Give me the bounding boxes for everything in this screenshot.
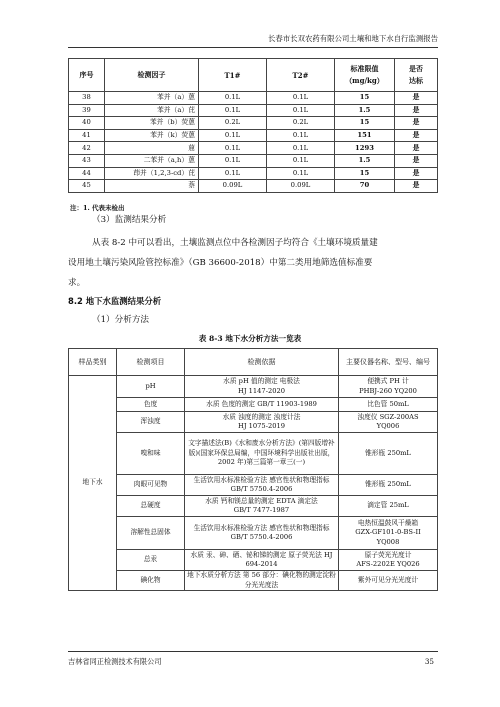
table-row [69, 180, 438, 193]
test-basis: 水质 色度的测定 GB/T 11903-1989 [185, 398, 339, 412]
table-row [69, 433, 438, 475]
groundwater-method-table [68, 348, 438, 591]
compliant-flag: 是 [395, 180, 438, 193]
table-row [69, 92, 438, 105]
instrument: 便携式 PH 计 PHBJ-260 YQ200 [339, 376, 438, 398]
compliant-flag: 是 [395, 142, 438, 155]
factor-name: 苯并（a）芘 [105, 104, 199, 117]
test-item: 嗅和味 [117, 433, 185, 475]
row-index: 44 [69, 167, 105, 180]
section82-sub: （1）分析方法 [92, 315, 150, 325]
table-row [69, 550, 438, 571]
compliant-flag: 是 [395, 104, 438, 117]
limit-value: 1.5 [335, 104, 395, 117]
page-header [68, 33, 438, 48]
table-row [69, 117, 438, 130]
test-basis: 水质 钙和镁总量的测定 EDTA 滴定法 GB/T 7477-1987 [185, 496, 339, 517]
factor-name: 䓛 [105, 142, 199, 155]
t1-header-limit: 标准限值 （mg/kg） [335, 59, 395, 92]
instrument: 锥形瓶 250mL [339, 433, 438, 475]
table-row [69, 142, 438, 155]
table-row [69, 412, 438, 433]
test-item: 总硬度 [117, 496, 185, 517]
factor-name: 苯并（b）荧蒽 [105, 117, 199, 130]
factor-name: 二苯并（a,h）蒽 [105, 154, 199, 167]
instrument: 滴定管 25mL [339, 496, 438, 517]
instrument: 比色管 50mL [339, 398, 438, 412]
t2-value: 0.1L [267, 92, 335, 105]
t1-value: 0.2L [199, 117, 267, 130]
limit-value: 1.5 [335, 154, 395, 167]
test-item: pH [117, 376, 185, 398]
compliant-flag: 是 [395, 167, 438, 180]
test-item: 总汞 [117, 550, 185, 571]
page-number: 35 [424, 657, 434, 666]
t1-header-factor: 检测因子 [105, 59, 199, 92]
footer-company: 吉林省同正检测技术有限公司 [68, 657, 162, 666]
table1-header-row [69, 59, 438, 92]
row-index: 43 [69, 154, 105, 167]
t1-header-t1: T1# [199, 59, 267, 92]
row-index: 40 [69, 117, 105, 130]
t2-value: 0.2L [267, 117, 335, 130]
table-row [69, 129, 438, 142]
test-item: 浑浊度 [117, 412, 185, 433]
t1-value: 0.1L [199, 92, 267, 105]
table-row [69, 167, 438, 180]
t2-value: 0.09L [267, 180, 335, 193]
limit-value: 70 [335, 180, 395, 193]
table-row [69, 571, 438, 591]
limit-value: 1293 [335, 142, 395, 155]
table2-header-row [69, 349, 438, 376]
table-row [69, 398, 438, 412]
t1-header-index: 序号 [69, 59, 105, 92]
test-basis: 地下水质分析方法 第 56 部分：碘化物的测定淀粉分光光度法 [185, 571, 339, 591]
t2-value: 0.1L [267, 104, 335, 117]
row-index: 38 [69, 92, 105, 105]
section82-heading: 8.2 地下水监测结果分析 [68, 296, 162, 306]
instrument: 锥形瓶 250mL [339, 475, 438, 496]
t1-value: 0.1L [199, 142, 267, 155]
table2-caption: 表 8-3 地下水分析方法一览表 [198, 334, 302, 343]
t2-value: 0.1L [267, 129, 335, 142]
compliant-flag: 是 [395, 129, 438, 142]
row-index: 39 [69, 104, 105, 117]
test-basis: 水质 浊度的测定 浊度计法 HJ 1075-2019 [185, 412, 339, 433]
limit-value: 15 [335, 117, 395, 130]
test-item: 溶解性总固体 [117, 517, 185, 550]
section3-para-line2: 设用地土壤污染风险管控标准》（GB 36600-2018）中第二类用地筛选值标准要 [68, 258, 373, 268]
table-row [69, 376, 438, 398]
t1-header-compliant: 是否 达标 [395, 59, 438, 92]
page-footer [68, 651, 438, 667]
compliant-flag: 是 [395, 117, 438, 130]
section3-heading: （3）监测结果分析 [92, 215, 167, 225]
test-basis: 生活饮用水标准检验方法 感官性状和物理指标 GB/T 5750.4-2006 [185, 475, 339, 496]
instrument: 原子荧光光度计 AFS-2202E YQ026 [339, 550, 438, 571]
section3-para-line1: 从表 8-2 中可以看出，土壤监测点位中各检测因子均符合《土壤环境质量建 [92, 238, 378, 248]
t1-value: 0.1L [199, 104, 267, 117]
table-row [69, 154, 438, 167]
test-basis: 水质 pH 值的测定 电极法 HJ 1147-2020 [185, 376, 339, 398]
t2-value: 0.1L [267, 154, 335, 167]
soil-result-table [68, 58, 438, 193]
table-row [69, 517, 438, 550]
t2-header-basis: 检测依据 [185, 349, 339, 376]
test-item: 肉眼可见物 [117, 475, 185, 496]
t2-value: 0.1L [267, 142, 335, 155]
factor-name: 茚并（1,2,3-cd）芘 [105, 167, 199, 180]
factor-name: 苯并（k）荧蒽 [105, 129, 199, 142]
factor-name: 苯并（a）蒽 [105, 92, 199, 105]
header-title: 长春市长双农药有限公司土壤和地下水自行监测报告 [268, 34, 438, 43]
table-row [69, 104, 438, 117]
section3-para-line3: 求。 [68, 278, 86, 288]
factor-name: 萘 [105, 180, 199, 193]
limit-value: 15 [335, 92, 395, 105]
row-index: 41 [69, 129, 105, 142]
t2-header-instrument: 主要仪器名称、型号、编号 [339, 349, 438, 376]
compliant-flag: 是 [395, 92, 438, 105]
t1-value: 0.1L [199, 129, 267, 142]
t1-header-t2: T2# [267, 59, 335, 92]
row-index: 42 [69, 142, 105, 155]
limit-value: 15 [335, 167, 395, 180]
instrument: 电热恒温鼓风干燥箱 GZX-GF101-0-BS-II YQ008 [339, 517, 438, 550]
test-item: 碘化物 [117, 571, 185, 591]
t1-value: 0.09L [199, 180, 267, 193]
test-basis: 水质 汞、砷、硒、铋和锑的测定 原子荧光法 HJ 694-2014 [185, 550, 339, 571]
t1-value: 0.1L [199, 154, 267, 167]
row-index: 45 [69, 180, 105, 193]
t1-value: 0.1L [199, 167, 267, 180]
table-row [69, 475, 438, 496]
test-basis: 生活饮用水标准检验方法 感官性状和物理指标 GB/T 5750.4-2006 [185, 517, 339, 550]
limit-value: 151 [335, 129, 395, 142]
sample-category: 地下水 [69, 376, 117, 591]
instrument: 浊度仪 SGZ-200AS YQ006 [339, 412, 438, 433]
t2-header-category: 样品类别 [69, 349, 117, 376]
table-row [69, 496, 438, 517]
compliant-flag: 是 [395, 154, 438, 167]
test-item: 色度 [117, 398, 185, 412]
t2-value: 0.1L [267, 167, 335, 180]
table1-note: 注：1. 代表未检出 [70, 204, 125, 212]
instrument: 紫外可见分光光度计 [339, 571, 438, 591]
t2-header-item: 检测项目 [117, 349, 185, 376]
test-basis: 文字描述法(B)《水和废水分析方法》(第四版增补版)(国家环保总局编，中国环境科学出版社出版，2002 年)第三篇第一章三(一) [185, 433, 339, 475]
